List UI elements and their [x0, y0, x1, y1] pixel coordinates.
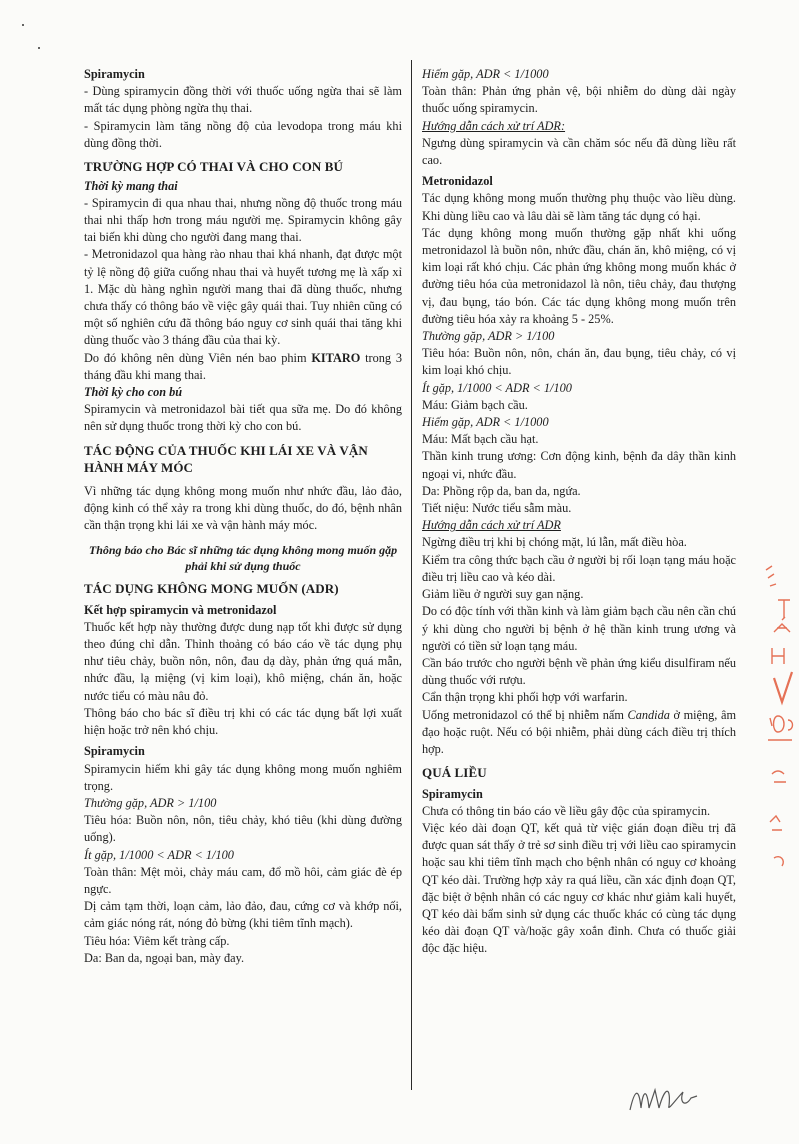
- paragraph: Do có độc tính với thần kinh và làm giảm bạch cầu nên cần chú ý khi dùng cho người bị bệnh ở hệ thần kinh trung ương và người có tiền sử loạn tạng máu.: [422, 604, 736, 653]
- subsection-heading: Kết hợp spiramycin và metronidazol: [84, 602, 277, 617]
- paragraph: Thần kinh trung ương: Cơn động kinh, bệnh đa dây thần kinh ngoại vi, nhức đầu.: [422, 449, 736, 481]
- paragraph: Cần báo trước cho người bệnh về phản ứng kiểu disulfiram nếu dùng thuốc với rượu.: [422, 655, 736, 688]
- scan-speck: [22, 24, 24, 26]
- paragraph: - Spiramycin làm tăng nồng độ của levodopa trong máu khi dùng đồng thời.: [84, 118, 402, 150]
- paragraph: Tác dụng không mong muốn thường phụ thuộc vào liều dùng. Khi dùng liều cao và lâu dài sẽ làm tăng tác dụng có hại.: [422, 191, 736, 223]
- paragraph: - Metronidazol qua hàng rào nhau thai khá nhanh, đạt được một tỷ lệ nồng độ giữa cuống nhau thai và huyết tương mẹ là xấp xỉ 1. Mặc dù hàng nghìn người mang thai đã dùng thuốc, nhưng chưa thấy có thông báo về việc gây quái thai. Tuy nhiên cũng có một số nghiên cứu đã thông báo nguy cơ sinh quái thai tăng khi dùng thuốc vào 3 tháng đầu của thai kỳ.: [84, 247, 402, 348]
- paragraph: Da: Phồng rộp da, ban da, ngứa.: [422, 483, 581, 498]
- paragraph: - Dùng spiramycin đồng thời với thuốc uống ngừa thai sẽ làm mất tác dụng phòng ngừa thụ thai.: [84, 84, 402, 116]
- paragraph: Máu: Giảm bạch cầu.: [422, 397, 528, 412]
- paragraph: Chưa có thông tin báo cáo về liều gây độc của spiramycin.: [422, 803, 711, 818]
- approval-stamp: [760, 560, 799, 890]
- paragraph: Kiểm tra công thức bạch cầu ở người bị rối loạn tạng máu hoặc điều trị liều cao và kéo dài.: [422, 552, 736, 584]
- guide-heading: Hướng dẫn cách xử trí ADR: [422, 518, 561, 533]
- paragraph: Cẩn thận trọng khi phối hợp với warfarin.: [422, 690, 628, 705]
- section-title: TÁC ĐỘNG CỦA THUỐC KHI LÁI XE VÀ VẬN HÀNH MÁY MÓC: [84, 442, 368, 476]
- right-column: [422, 66, 736, 958]
- paragraph: Ngừng điều trị khi bị chóng mặt, lú lẫn, mất điều hòa.: [422, 535, 687, 550]
- section-title: TRƯỜNG HỢP CÓ THAI VÀ CHO CON BÚ: [84, 159, 344, 175]
- paragraph: Tiêu hóa: Viêm kết tràng cấp.: [84, 933, 230, 948]
- handwritten-signature: [625, 1078, 725, 1118]
- paragraph: [422, 707, 736, 759]
- scan-speck: [38, 47, 40, 49]
- frequency-label: Thường gặp, ADR > 1/100: [422, 329, 555, 344]
- notice-text: Thông báo cho Bác sĩ những tác dụng không mong muốn gặp phải khi sử dụng thuốc: [88, 543, 398, 574]
- paragraph: Tiêu hóa: Buồn nôn, nôn, tiêu chảy, khó tiêu (khi dùng đường uống).: [84, 813, 402, 845]
- frequency-label: Thường gặp, ADR > 1/100: [84, 795, 217, 810]
- frequency-label: Ít gặp, 1/1000 < ADR < 1/100: [84, 847, 234, 862]
- text-run: Uống metronidazol có thể bị nhiễm nấm: [422, 707, 628, 722]
- text-run: ở miệng, âm đạo hoặc ruột. Nếu có bội nhiễm, phải dùng cách điều trị thích hợp.: [422, 707, 737, 756]
- paragraph: Tác dụng không mong muốn thường gặp nhất khi uống metronidazol là buồn nôn, nhức đầu, chán ăn, khô miệng, có vị kim loại rất khó chịu. Các phản ứng không mong muốn khác ở đường tiêu hóa của metronidazol là nôn, tiêu chảy, đau thượng vị, đau bụng, táo bón. Các tác dụng không mong muốn trên đường tiêu hóa xảy ra khoảng 5 - 25%.: [422, 225, 736, 326]
- paragraph: Ngưng dùng spiramycin và cần chăm sóc nếu đã dùng liều rất cao.: [422, 135, 736, 168]
- paragraph: Giảm liều ở người suy gan nặng.: [422, 587, 584, 602]
- frequency-label: Hiếm gặp, ADR < 1/1000: [422, 415, 549, 430]
- left-column: [84, 66, 402, 967]
- paragraph: [84, 350, 402, 384]
- paragraph: Toàn thân: Mệt mỏi, chảy máu cam, đổ mồ hôi, cảm giác đè ép ngực.: [84, 864, 402, 896]
- paragraph: Tiêu hóa: Buồn nôn, nôn, chán ăn, đau bụng, tiêu chảy, có vị kim loại khó chịu.: [422, 346, 736, 378]
- paragraph: Spiramycin và metronidazol bài tiết qua sữa mẹ. Do đó không nên sử dụng thuốc trong thời kỳ cho con bú.: [84, 402, 402, 434]
- paragraph: Dị cảm tạm thời, loạn cảm, lảo đảo, đau, cứng cơ và khớp nối, cảm giác nóng rát, nóng đỏ bừng (khi tiêm tĩnh mạch).: [84, 899, 402, 931]
- text-run: trong 3 tháng đầu khi mang thai.: [84, 350, 402, 382]
- text-run: Do đó không nên dùng Viên nén bao phim: [84, 350, 312, 365]
- paragraph: Vì những tác dụng không mong muốn như nhức đầu, lảo đảo, động kinh có thể xảy ra trong khi dùng thuốc, do đó, bệnh nhân cần thận trọng khi lái xe và vận hành máy móc.: [84, 483, 402, 532]
- section-title: QUÁ LIỀU: [422, 765, 487, 781]
- paragraph: Da: Ban da, ngoại ban, mày đay.: [84, 950, 245, 965]
- paragraph: Spiramycin hiếm khi gây tác dụng không mong muốn nghiêm trọng.: [84, 761, 402, 793]
- paragraph: Thông báo cho bác sĩ điều trị khi có các tác dụng bất lợi xuất hiện hoặc trở nên khó chịu.: [84, 705, 402, 738]
- subsection-heading: Thời kỳ mang thai: [84, 178, 178, 193]
- subsection-heading: Spiramycin: [84, 744, 145, 759]
- guide-heading: Hướng dẫn cách xử trí ADR:: [422, 118, 566, 133]
- organism-name: Candida: [627, 707, 670, 722]
- paragraph: Máu: Mất bạch cầu hạt.: [422, 432, 539, 447]
- paragraph: Việc kéo dài đoạn QT, kết quả từ việc gián đoạn điều trị đã được quan sát thấy ở trẻ sơ sinh điều trị với liều cao spiramycin hoặc sau khi tiêm tĩnh mạch cho bệnh nhân có nguy cơ khoảng QT kéo dài. Trường hợp xảy ra quá liều, cần xác định đoạn QT, đặc biệt ở bệnh nhân có các nguy cơ khác như giảm kali huyết, QT kéo dài bẩm sinh sử dụng các thuốc khác có cùng tác dụng kéo dài đoạn QT và/hoặc gây xoắn đỉnh. Chưa có thuốc giải độc đặc hiệu.: [422, 821, 736, 956]
- column-divider: [411, 60, 412, 1090]
- subsection-heading: Spiramycin: [422, 786, 483, 801]
- subsection-heading: Thời kỳ cho con bú: [84, 384, 183, 399]
- subsection-heading: Metronidazol: [422, 174, 493, 189]
- paragraph: Thuốc kết hợp này thường được dung nạp tốt khi được sử dụng theo đúng chỉ dẫn. Thỉnh thoảng có báo cáo về tác dụng phụ như tiêu chảy, buồn nôn, nôn, đau dạ dày, phản ứng quá mẫn, nhức đầu, lạ miệng (vị kim loại), khô miệng, chán ăn, hoặc nước tiểu có màu nâu đỏ.: [84, 619, 402, 703]
- product-name: KITARO: [311, 350, 361, 365]
- paragraph: Toàn thân: Phản ứng phản vệ, bội nhiễm do dùng dài ngày thuốc uống spiramycin.: [422, 84, 736, 116]
- section-title: TÁC DỤNG KHÔNG MONG MUỐN (ADR): [84, 581, 339, 597]
- paragraph: - Spiramycin đi qua nhau thai, nhưng nồng độ thuốc trong máu thai nhi thấp hơn trong máu người mẹ. Spiramycin không gây tai biến khi dùng cho người đang mang thai.: [84, 195, 402, 245]
- section-heading: Spiramycin: [84, 67, 145, 81]
- paragraph: Tiết niệu: Nước tiểu sẫm màu.: [422, 501, 572, 516]
- frequency-label: Ít gặp, 1/1000 < ADR < 1/100: [422, 380, 572, 395]
- frequency-label: Hiếm gặp, ADR < 1/1000: [422, 67, 549, 81]
